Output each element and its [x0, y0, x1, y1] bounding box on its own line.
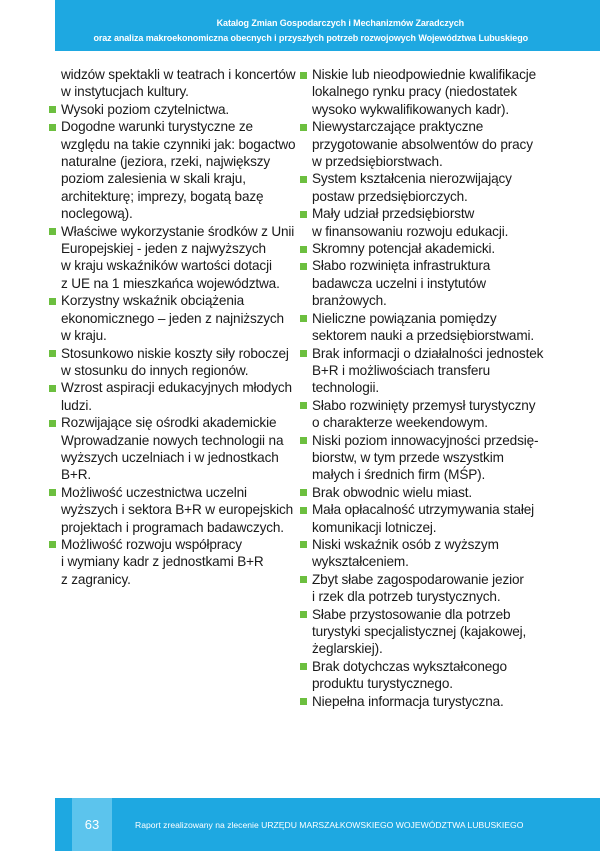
list-item — [47, 414, 297, 484]
list-item-line: produktu turystycznego. — [312, 676, 453, 692]
list-item-line: Wysoki poziom czytelnictwa. — [61, 101, 230, 117]
green-square-bullet-icon — [300, 72, 307, 79]
green-square-bullet-icon — [300, 263, 307, 270]
green-square-bullet-icon — [300, 211, 307, 218]
list-item-line: Wprowadzanie nowych technologii na — [61, 432, 284, 448]
green-square-bullet-icon — [300, 489, 307, 496]
list-item-line: w finansowaniu rozwoju edukacji. — [312, 223, 509, 239]
list-item-line: w kraju. — [61, 328, 107, 344]
list-item-line: Mały udział przedsiębiorstw — [312, 206, 475, 222]
list-item-line: postaw przedsiębiorczych. — [312, 188, 468, 204]
list-item-line: ekonomicznego – jeden z najniższych — [61, 310, 284, 326]
list-item-line: technologii. — [312, 380, 379, 396]
list-item-line: architekturę; imprezy, bogatą bazę — [61, 188, 264, 204]
list-item-line: wykształceniem. — [312, 554, 409, 570]
list-item-line: B+R i możliwościach transferu — [312, 362, 491, 378]
list-item — [298, 501, 563, 536]
list-item-line: w przedsiębiorstwach. — [312, 154, 443, 170]
green-square-bullet-icon — [300, 541, 307, 548]
list-item-line: turystyki specjalistycznej (kajakowej, — [312, 624, 527, 639]
list-item — [47, 101, 297, 118]
green-square-bullet-icon — [49, 124, 56, 131]
list-item-line: poziom zalesienia w skali kraju, — [61, 171, 246, 187]
green-square-bullet-icon — [300, 437, 307, 444]
list-item — [47, 118, 297, 222]
list-item-line: komunikacji lotniczej. — [312, 519, 437, 535]
list-item-line: Niewystarczające praktyczne — [312, 119, 484, 135]
list-item — [47, 536, 297, 588]
list-item-line: sektorem nauki a przedsiębiorstwami. — [312, 328, 535, 344]
page-number: 63 — [84, 817, 100, 832]
list-item — [298, 432, 563, 484]
list-item-line: wyższych uczelniach i w jednostkach — [61, 449, 279, 465]
list-item-line: małych i średnich firm (MŚP). — [312, 467, 486, 483]
list-item-line: w stosunku do innych regionów. — [61, 362, 249, 378]
list-item-line: Właściwe wykorzystanie środków z Unii — [61, 223, 295, 239]
list-item — [47, 484, 297, 536]
list-item-line: wysoko wykwalifikowanych kadr). — [312, 101, 510, 117]
green-square-bullet-icon — [49, 489, 56, 496]
green-square-bullet-icon — [49, 106, 56, 113]
list-item — [47, 223, 297, 293]
list-item-line: Zbyt słabe zagospodarowanie jezior — [312, 571, 524, 587]
list-item-line: Słabo rozwinięta infrastruktura — [312, 258, 491, 274]
header-subtitle: oraz analiza makroekonomiczna obecnych i przyszłych potrzeb rozwojowych Województwa Lubuskiego — [93, 33, 528, 43]
green-square-bullet-icon — [49, 228, 56, 235]
list-item — [298, 66, 563, 118]
list-item-line: Brak obwodnic wielu miast. — [312, 484, 473, 500]
green-square-bullet-icon — [300, 576, 307, 583]
green-square-bullet-icon — [300, 176, 307, 183]
list-item-line: Możliwość rozwoju współpracy — [61, 536, 242, 552]
header-title: Katalog Zmian Gospodarczych i Mechanizmów Zaradczych — [216, 18, 464, 28]
list-item-line: i rzek dla potrzeb turystycznych. — [312, 589, 501, 605]
green-square-bullet-icon — [300, 246, 307, 253]
list-item-line: Niskie lub nieodpowiednie kwalifikacje — [312, 67, 537, 82]
list-item-line: Możliwość uczestnictwa uczelni — [61, 484, 247, 500]
green-square-bullet-icon — [300, 315, 307, 322]
list-item — [298, 310, 563, 345]
list-item-line: biorstw, w tym przede wszystkim — [312, 449, 504, 465]
list-item — [298, 257, 563, 309]
list-item-line: Korzystny wskaźnik obciążenia — [61, 293, 245, 309]
list-item-line: w kraju wskaźników wartości dotacji — [61, 258, 272, 274]
list-item — [298, 606, 563, 658]
green-square-bullet-icon — [300, 611, 307, 618]
list-item — [298, 397, 563, 432]
strengths-column — [47, 66, 297, 588]
green-square-bullet-icon — [300, 698, 307, 705]
list-item — [298, 118, 563, 170]
green-square-bullet-icon — [300, 124, 307, 131]
list-item-line: z UE na 1 mieszkańca województwa. — [61, 275, 280, 291]
list-item — [298, 345, 563, 397]
green-square-bullet-icon — [300, 402, 307, 409]
green-square-bullet-icon — [300, 350, 307, 357]
green-square-bullet-icon — [49, 420, 56, 427]
list-item-line: Niepełna informacja turystyczna. — [312, 693, 504, 709]
green-square-bullet-icon — [49, 298, 56, 305]
list-item — [47, 379, 297, 414]
list-item-line: badawcza uczelni i instytutów — [312, 275, 486, 291]
list-item-line: Niski poziom innowacyjności przedsię- — [312, 432, 539, 448]
list-item-line: Wzrost aspiracji edukacyjnych młodych — [61, 380, 292, 396]
list-item — [298, 693, 563, 710]
green-square-bullet-icon — [300, 507, 307, 514]
list-item-line: B+R. — [61, 467, 91, 483]
list-item — [298, 484, 563, 501]
list-item-line: Niski wskaźnik osób z wyższym — [312, 536, 499, 552]
list-item — [298, 536, 563, 571]
list-item-line: naturalne (jeziora, rzeki, największy — [61, 154, 271, 170]
green-square-bullet-icon — [300, 663, 307, 670]
list-item — [298, 240, 563, 257]
footer-credit: Raport zrealizowany na zlecenie URZĘDU MARSZAŁKOWSKIEGO WOJEWÓDZTWA LUBUSKIEGO — [135, 820, 524, 830]
list-item — [47, 292, 297, 344]
list-item-line: Brak dotychczas wykształconego — [312, 658, 507, 674]
page-header — [55, 0, 600, 51]
list-item-line: Mała opłacalność utrzymywania stałej — [312, 502, 535, 518]
list-item-line: System kształcenia nierozwijający — [312, 171, 512, 187]
green-square-bullet-icon — [49, 541, 56, 548]
list-item-line: ludzi. — [61, 397, 92, 413]
list-item — [47, 345, 297, 380]
list-item-line: względu na takie czynniki jak: bogactwo — [61, 136, 296, 152]
list-item — [47, 66, 297, 101]
list-item-line: i wymiany kadr z jednostkami B+R — [61, 554, 264, 570]
list-item-line: lokalnego rynku pracy (niedostatek — [312, 84, 517, 100]
list-item-line: żeglarskiej). — [312, 641, 383, 657]
list-item — [298, 170, 563, 205]
list-item-line: Europejskiej - jeden z najwyższych — [61, 241, 266, 257]
page-footer — [55, 798, 600, 851]
list-item-line: Brak informacji o działalności jednostek — [312, 345, 544, 361]
list-item — [298, 205, 563, 240]
list-item — [298, 571, 563, 606]
list-item-line: Dogodne warunki turystyczne ze — [61, 119, 253, 135]
list-item-line: branżowych. — [312, 293, 387, 309]
list-item-line: z zagranicy. — [61, 571, 131, 587]
list-item-line: projektach i programach badawczych. — [61, 519, 284, 535]
list-item-line: o charakterze weekendowym. — [312, 415, 488, 431]
list-item-line: Skromny potencjał akademicki. — [312, 241, 496, 257]
list-item-line: Rozwijające się ośrodki akademickie — [61, 415, 277, 431]
list-item-line: Stosunkowo niskie koszty siły roboczej — [61, 345, 289, 361]
green-square-bullet-icon — [49, 350, 56, 357]
list-item-line: wyższych i sektora B+R w europejskich — [61, 502, 294, 518]
weaknesses-column — [298, 66, 563, 710]
green-square-bullet-icon — [49, 385, 56, 392]
list-item-line: przygotowanie absolwentów do pracy — [312, 136, 533, 152]
list-item-line: w instytucjach kultury. — [61, 84, 189, 100]
list-item-line: Nieliczne powiązania pomiędzy — [312, 310, 497, 326]
list-item-line: noclegową). — [61, 206, 133, 222]
list-item-line: Słabo rozwinięty przemysł turystyczny — [312, 397, 536, 413]
list-item-line: widzów spektakli w teatrach i koncertów — [61, 67, 296, 82]
list-item — [298, 658, 563, 693]
list-item-line: Słabe przystosowanie dla potrzeb — [312, 606, 511, 622]
